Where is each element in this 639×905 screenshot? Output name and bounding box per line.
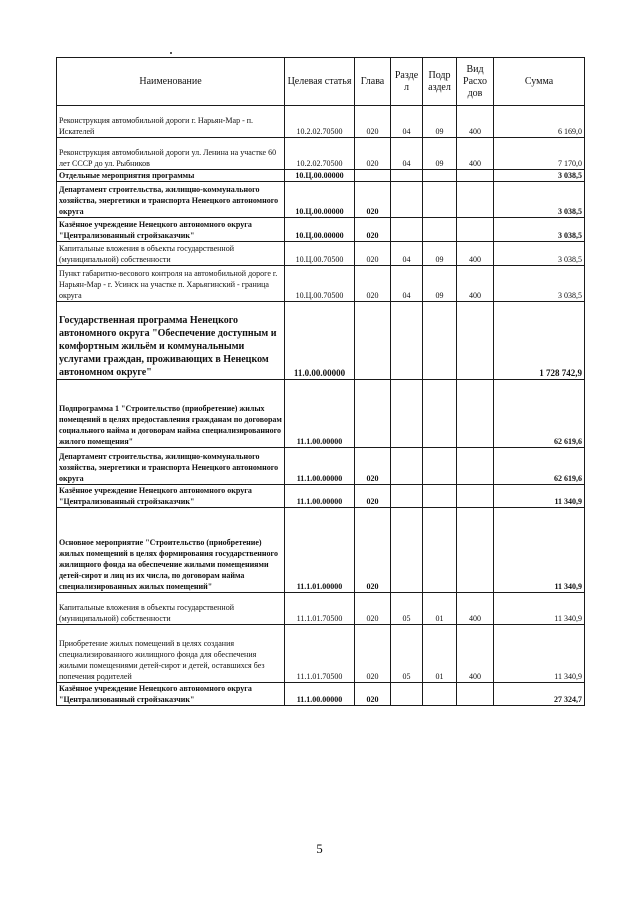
row-name: Казённое учреждение Ненецкого автономного округа "Централизованный стройзаказчик" — [57, 485, 285, 508]
row-expense-type: 400 — [457, 593, 494, 625]
row-chapter: 020 — [355, 138, 391, 170]
row-target: 11.1.01.00000 — [285, 508, 355, 593]
row-section: 04 — [391, 266, 423, 302]
row-sum: 62 619,6 — [494, 380, 585, 448]
row-section — [391, 302, 423, 380]
row-name: Департамент строительства, жилищно-коммунального хозяйства, энергетики и транспорта Ненецкого автономного округа — [57, 182, 285, 218]
header-expense-type: Вид Расхо дов — [457, 58, 494, 106]
row-section — [391, 218, 423, 242]
table-row — [57, 266, 585, 302]
row-expense-type: 400 — [457, 266, 494, 302]
row-name: Реконструкция автомобильной дороги г. Нарьян-Мар - п. Искателей — [57, 106, 285, 138]
table-row — [57, 170, 585, 182]
row-section: 04 — [391, 242, 423, 266]
row-target: 11.0.00.00000 — [285, 302, 355, 380]
table-row — [57, 138, 585, 170]
row-subsection — [423, 508, 457, 593]
header-sum: Сумма — [494, 58, 585, 106]
header-name: Наименование — [57, 58, 285, 106]
row-sum: 7 170,0 — [494, 138, 585, 170]
row-section — [391, 182, 423, 218]
row-target: 11.1.00.00000 — [285, 380, 355, 448]
row-name: Капитальные вложения в объекты государственной (муниципальной) собственности — [57, 242, 285, 266]
row-subsection — [423, 218, 457, 242]
row-section — [391, 508, 423, 593]
row-chapter: 020 — [355, 593, 391, 625]
row-chapter: 020 — [355, 106, 391, 138]
header-section: Разде л — [391, 58, 423, 106]
row-section — [391, 170, 423, 182]
row-sum: 6 169,0 — [494, 106, 585, 138]
row-expense-type: 400 — [457, 242, 494, 266]
row-section — [391, 485, 423, 508]
scan-speck — [170, 52, 172, 54]
table-row — [57, 182, 585, 218]
row-target: 11.1.00.00000 — [285, 683, 355, 706]
row-sum: 11 340,9 — [494, 625, 585, 683]
row-sum: 1 728 742,9 — [494, 302, 585, 380]
row-expense-type — [457, 485, 494, 508]
row-chapter: 020 — [355, 625, 391, 683]
row-expense-type — [457, 380, 494, 448]
row-sum: 11 340,9 — [494, 485, 585, 508]
row-target: 11.1.01.70500 — [285, 625, 355, 683]
row-subsection: 01 — [423, 593, 457, 625]
row-name: Реконструкция автомобильной дороги ул. Ленина на участке 60 лет СССР до ул. Рыбников — [57, 138, 285, 170]
table-header-row — [57, 58, 585, 106]
row-sum: 62 619,6 — [494, 448, 585, 485]
table-row — [57, 593, 585, 625]
row-subsection: 01 — [423, 625, 457, 683]
row-chapter: 020 — [355, 266, 391, 302]
row-target: 10.2.02.70500 — [285, 138, 355, 170]
row-chapter: 020 — [355, 508, 391, 593]
row-target: 10.Ц.00.00000 — [285, 182, 355, 218]
row-subsection — [423, 485, 457, 508]
table-row — [57, 508, 585, 593]
row-expense-type: 400 — [457, 106, 494, 138]
row-expense-type — [457, 170, 494, 182]
row-subsection: 09 — [423, 242, 457, 266]
row-sum: 3 038,5 — [494, 182, 585, 218]
row-sum: 27 324,7 — [494, 683, 585, 706]
row-name: Подпрограмма 1 "Строительство (приобретение) жилых помещений в целях предоставления гражданам по договорам социального найма и договорам найма специализированного жилого помещения" — [57, 380, 285, 448]
row-name: Приобретение жилых помещений в целях создания специализированного жилищного фонда для обеспечения жилыми помещениями детей-сирот и детей, оставшихся без попечения родителей — [57, 625, 285, 683]
row-name: Отдельные мероприятия программы — [57, 170, 285, 182]
row-subsection: 09 — [423, 138, 457, 170]
row-section: 04 — [391, 138, 423, 170]
row-section: 05 — [391, 593, 423, 625]
table-row — [57, 302, 585, 380]
table-row — [57, 683, 585, 706]
row-chapter: 020 — [355, 218, 391, 242]
row-subsection — [423, 683, 457, 706]
row-subsection — [423, 302, 457, 380]
page-number: 5 — [316, 841, 323, 856]
row-target: 10.Ц.00.70500 — [285, 266, 355, 302]
row-target: 11.1.01.70500 — [285, 593, 355, 625]
row-target: 10.2.02.70500 — [285, 106, 355, 138]
row-chapter — [355, 302, 391, 380]
row-subsection — [423, 448, 457, 485]
table-row — [57, 242, 585, 266]
header-target: Целевая статья — [285, 58, 355, 106]
row-expense-type — [457, 182, 494, 218]
row-chapter — [355, 170, 391, 182]
row-target: 11.1.00.00000 — [285, 448, 355, 485]
row-subsection — [423, 182, 457, 218]
row-expense-type — [457, 218, 494, 242]
row-expense-type — [457, 508, 494, 593]
row-chapter: 020 — [355, 182, 391, 218]
row-sum: 11 340,9 — [494, 593, 585, 625]
row-expense-type — [457, 683, 494, 706]
row-sum: 3 038,5 — [494, 218, 585, 242]
row-section: 05 — [391, 625, 423, 683]
row-chapter: 020 — [355, 242, 391, 266]
table-row — [57, 380, 585, 448]
row-name: Департамент строительства, жилищно-коммунального хозяйства, энергетики и транспорта Ненецкого автономного округа — [57, 448, 285, 485]
row-expense-type: 400 — [457, 138, 494, 170]
row-target: 10.Ц.00.70500 — [285, 242, 355, 266]
row-section — [391, 683, 423, 706]
header-subsection: Подр аздел — [423, 58, 457, 106]
row-subsection — [423, 170, 457, 182]
row-expense-type: 400 — [457, 625, 494, 683]
row-chapter: 020 — [355, 683, 391, 706]
row-sum: 3 038,5 — [494, 266, 585, 302]
row-target: 10.Ц.00.00000 — [285, 170, 355, 182]
row-name: Государственная программа Ненецкого автономного округа "Обеспечение доступным и комфортным жильём и коммунальными услугами граждан, проживающих в Ненецком автономном округе" — [57, 302, 285, 380]
row-name: Пункт габаритно-весового контроля на автомобильной дороге г. Нарьян-Мар - г. Усинск на участке п. Харьягинский - граница округа — [57, 266, 285, 302]
row-expense-type — [457, 448, 494, 485]
row-subsection: 09 — [423, 266, 457, 302]
row-expense-type — [457, 302, 494, 380]
row-target: 10.Ц.00.00000 — [285, 218, 355, 242]
row-sum: 11 340,9 — [494, 508, 585, 593]
row-name: Казённое учреждение Ненецкого автономного округа "Централизованный стройзаказчик" — [57, 218, 285, 242]
row-chapter — [355, 380, 391, 448]
row-chapter: 020 — [355, 485, 391, 508]
table-row — [57, 485, 585, 508]
row-sum: 3 038,5 — [494, 242, 585, 266]
table-row — [57, 106, 585, 138]
table-row — [57, 448, 585, 485]
row-name: Капитальные вложения в объекты государственной (муниципальной) собственности — [57, 593, 285, 625]
header-chapter: Глава — [355, 58, 391, 106]
table-row — [57, 218, 585, 242]
row-section — [391, 380, 423, 448]
row-sum: 3 038,5 — [494, 170, 585, 182]
row-target: 11.1.00.00000 — [285, 485, 355, 508]
row-chapter: 020 — [355, 448, 391, 485]
row-name: Казённое учреждение Ненецкого автономного округа "Централизованный стройзаказчик" — [57, 683, 285, 706]
row-subsection: 09 — [423, 106, 457, 138]
row-subsection — [423, 380, 457, 448]
row-section — [391, 448, 423, 485]
row-section: 04 — [391, 106, 423, 138]
row-name: Основное мероприятие "Строительство (приобретение) жилых помещений в целях формирования государственного жилищного фонда на обеспечение жилыми помещениями детей-сирот и лиц из их числа, по договорам найма специализированных жилых помещений" — [57, 508, 285, 593]
table-row — [57, 625, 585, 683]
budget-table — [56, 57, 585, 706]
